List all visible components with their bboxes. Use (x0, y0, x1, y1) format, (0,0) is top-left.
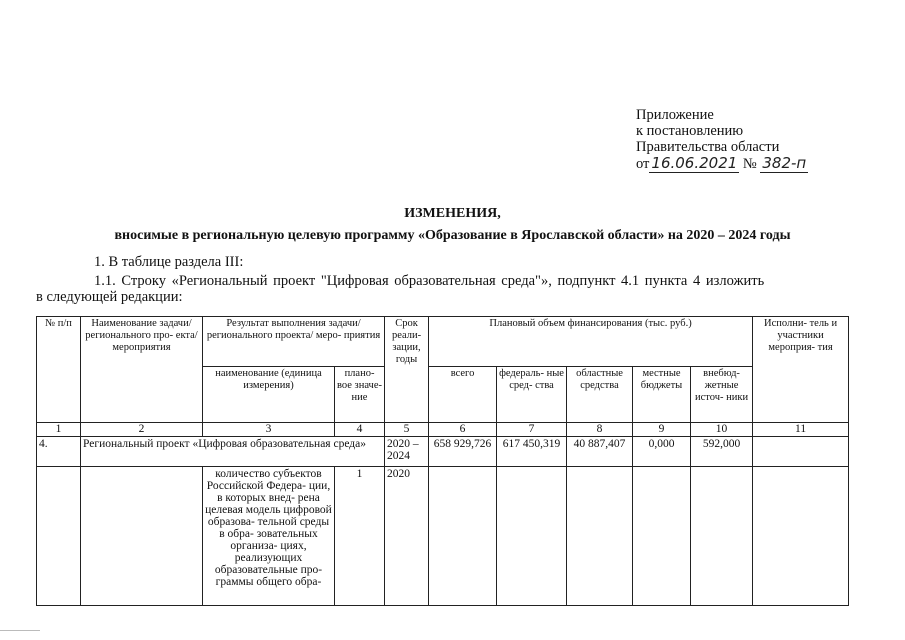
result-federal (497, 467, 567, 606)
result-num (37, 467, 81, 606)
index-cell: 9 (633, 423, 691, 437)
index-cell: 11 (753, 423, 849, 437)
table-row-result (37, 467, 849, 606)
index-cell: 8 (567, 423, 633, 437)
appendix-line-1: Приложение (636, 107, 714, 123)
header-finance: Плановый объем финансирования (тыс. руб.) (429, 317, 753, 367)
result-total (429, 467, 497, 606)
date-prefix: от (636, 156, 650, 172)
paragraph-1: 1. В таблице раздела III: (94, 254, 244, 270)
index-cell: 3 (203, 423, 335, 437)
scan-edge-mark (0, 630, 40, 631)
paragraph-2-line-1: 1.1. Строку «Региональный проект "Цифровая образовательная среда"», подпункт 4.1 пункта 4 изложить (94, 273, 765, 289)
result-name-cell (203, 467, 335, 606)
project-local: 0,000 (633, 437, 691, 467)
header-regional: областные средства (567, 367, 633, 423)
handwritten-date: 16.06.2021 (651, 154, 738, 172)
appendix-block (636, 107, 808, 172)
header-name: Наименование задачи/ регионального про- екта/ мероприятия (81, 317, 203, 423)
header-result: Результат выполнения задачи/ регионального проекта/ меро- приятия (203, 317, 385, 367)
header-total: всего (429, 367, 497, 423)
index-cell: 6 (429, 423, 497, 437)
project-total: 658 929,726 (429, 437, 497, 467)
project-extra: 592,000 (691, 437, 753, 467)
project-regional: 40 887,407 (567, 437, 633, 467)
index-cell: 7 (497, 423, 567, 437)
result-value: 1 (335, 467, 385, 606)
index-cell: 1 (37, 423, 81, 437)
result-extra (691, 467, 753, 606)
project-num: 4. (37, 437, 81, 467)
header-result-value: плано- вое значе- ние (335, 367, 385, 423)
paragraph-2-line-2: в следующей редакции: (36, 289, 183, 305)
index-cell: 5 (385, 423, 429, 437)
header-extra: внебюд- жетные источ- ники (691, 367, 753, 423)
number-prefix: № (742, 156, 757, 172)
appendix-line-2: к постановлению (636, 123, 744, 139)
header-result-name: наименование (единица измерения) (203, 367, 335, 423)
program-table (36, 316, 849, 606)
header-federal: федераль- ные сред- ства (497, 367, 567, 423)
page-subtitle: вносимые в региональную целевую программу «Образование в Ярославской области» на 2020 – 2024 годы (114, 228, 791, 243)
result-regional (567, 467, 633, 606)
appendix-line-3: Правительства области (636, 139, 780, 155)
result-task (81, 467, 203, 606)
index-cell: 10 (691, 423, 753, 437)
index-cell: 4 (335, 423, 385, 437)
project-participants (753, 437, 849, 467)
header-local: местные бюджеты (633, 367, 691, 423)
index-cell: 2 (81, 423, 203, 437)
index-row (37, 423, 849, 437)
handwritten-number: 382-п (762, 154, 807, 172)
header-row-1 (37, 317, 849, 367)
table-row-project (37, 437, 849, 467)
result-year: 2020 (385, 467, 429, 606)
project-name: Региональный проект «Цифровая образовательная среда» (81, 437, 385, 467)
header-period: Срок реали- зации, годы (385, 317, 429, 423)
result-local (633, 467, 691, 606)
result-participants (753, 467, 849, 606)
project-federal: 617 450,319 (497, 437, 567, 467)
page-title: ИЗМЕНЕНИЯ, (404, 206, 501, 221)
header-num: № п/п (37, 317, 81, 423)
header-participants: Исполни- тель и участники мероприя- тия (753, 317, 849, 423)
result-text: количество субъектов Российской Федера- ции, в которых внед- рена целевая модель цифровой образова- тельной среды в обра- зовательных организа- циях, реализующих образовательные про- граммы общего обра- (205, 468, 332, 588)
project-period: 2020 – 2024 (385, 437, 429, 467)
appendix-date-line (636, 155, 808, 172)
